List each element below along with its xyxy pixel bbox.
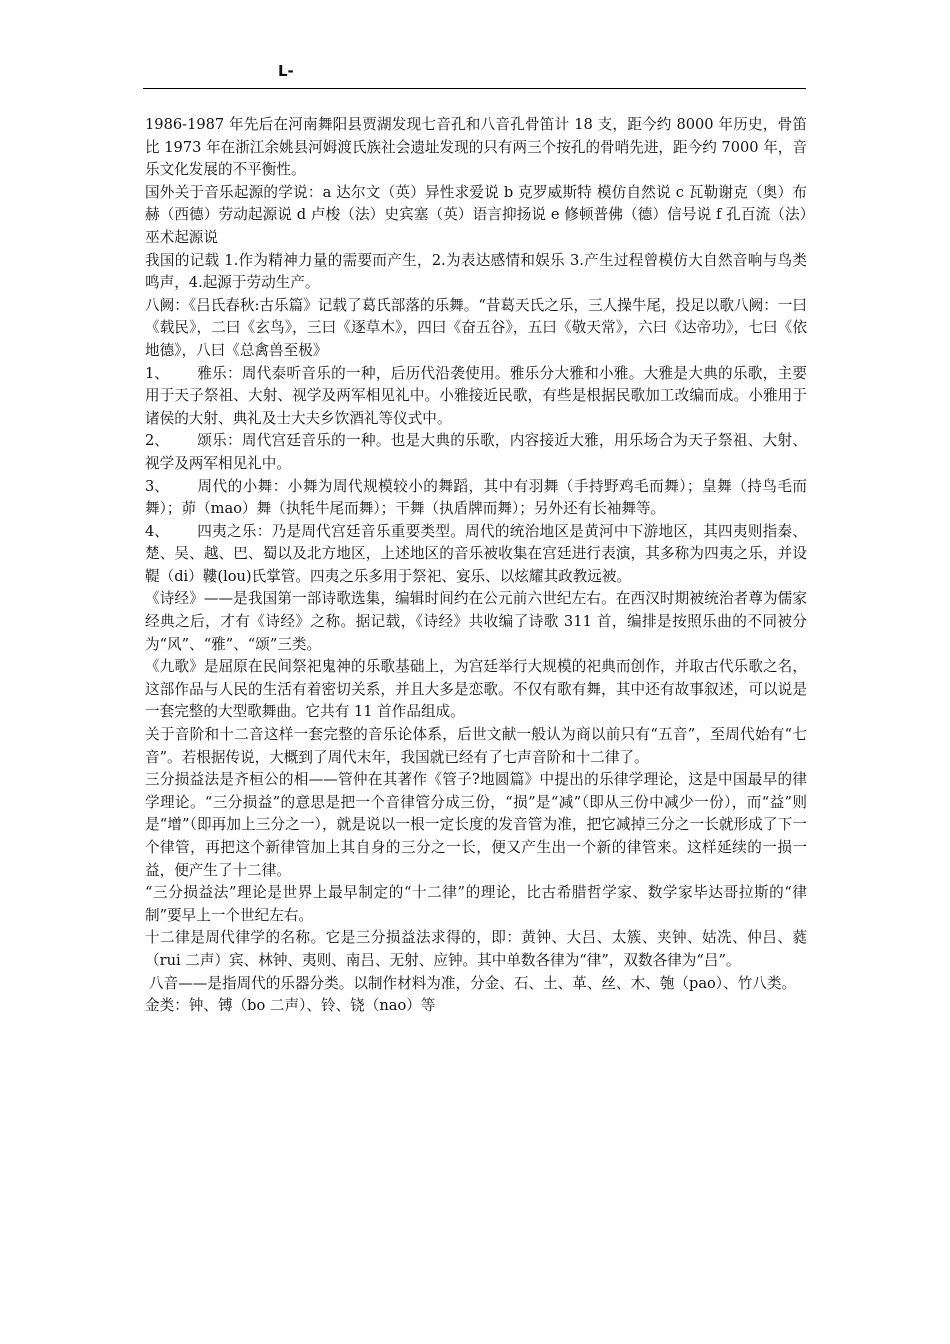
paragraph-jiu-ge: 《九歌》是屈原在民间祭祀鬼神的乐歌基础上，为宫廷举行大规模的祀典而创作，并取古代乐歌之名，这部作品与人民的生活有着密切关系，并且大多是恋歌。不仅有歌有舞，其中还有故事叙述，可以说是一套完整的大型歌舞曲。它共有 11 首作品组成。 [145,658,807,721]
paragraph-twelve-lu: 十二律是周代律学的名称。它是三分损益法求得的，即：黄钟、大吕、太簇、夹钟、姑冼、仲吕、蕤（rui 二声）宾、林钟、夷则、南吕、无射、应钟。其中单数各律为“律”，双数各律为“吕”。 [145,929,807,969]
paragraph-chinese-records: 我国的记载 1.作为精神力量的需要而产生，2.为表达感情和娱乐 3.产生过程曾模仿大自然音响与鸟类鸣声，4.起源于劳动生产。 [145,251,807,292]
paragraph-san-fen-sun-yi: 三分损益法是齐桓公的相——管仲在其著作《管子?地圆篇》中提出的乐律学理论，这是中国最早的律学理论。“三分损益”的意思是把一个音律管分成三份，“损”是“减”（即从三份中减少一份），而“益”则是“增”（即再加上三分之一），就是说以一根一定长度的发音管为准，把它减掉三分之一长就形成了下一个律管，再把这个新律管加上其自身的三分之一长，便又产生出一个新的律管来。这样延续的一损一益，便产生了十二律。 [145,771,807,879]
item-number: 1、 [145,364,169,382]
item-text: 雅乐：周代泰听音乐的一种，后历代沿袭使用。雅乐分大雅和小雅。大雅是大典的乐歌，主要用于天子祭祖、大射、视学及两军相见礼中。小雅接近民歌，有些是根据民歌加工改编而成。小雅用于诸侯的大射、典礼及士大夫乡饮酒礼等仪式中。 [145,364,807,427]
item-text: 周代的小舞：小舞为周代规模较小的舞蹈，其中有羽舞（手持野鸡毛而舞）；皇舞（持鸟毛而舞）；茆（mao）舞（执牦牛尾而舞）；干舞（执盾牌而舞）；另外还有长袖舞等。 [145,477,807,518]
paragraph-ba-yin: 八音——是指周代的乐器分类。以制作材料为准，分金、石、土、革、丝、木、匏（pao）、竹八类。 [149,974,797,992]
numbered-item-xiao-wu [145,476,807,521]
paragraph-ba-que: 八阙：《吕氏春秋:古乐篇》记载了葛氏部落的乐舞。“昔葛天氏之乐，三人操牛尾，投足以歌八阙：一曰《载民》，二曰《玄鸟》，三曰《逐草木》，四曰《奋五谷》，五曰《敬天常》，六曰《达帝功》，七曰《依地德》，八曰《总禽兽至极》 [145,296,807,359]
numbered-item-si-yi [145,521,807,589]
item-text: 四夷之乐：乃是周代宫廷音乐重要类型。周代的统治地区是黄河中下游地区，其四夷则指秦、楚、吴、越、巴、蜀以及北方地区，上述地区的音乐被收集在宫廷进行表演，其多称为四夷之乐，并设鞮（di）鞻(lou)氏掌管。四夷之乐多用于祭祀、宴乐、以炫耀其政教远被。 [145,522,807,585]
item-text: 颂乐：周代宫廷音乐的一种。也是大典的乐歌，内容接近大雅，用乐场合为天子祭祖、大射、视学及两军相见礼中。 [145,432,807,472]
item-number: 2、 [145,432,169,450]
header-rule [143,88,806,89]
paragraph-shi-jing: 《诗经》——是我国第一部诗歌选集，编辑时间约在公元前六世纪左右。在西汉时期被统治者尊为儒家经典之后，才有《诗经》之称。据记载，《诗经》共收编了诗歌 311 首，编排是按照乐曲的不同被分为“风”、“雅”、“颂”三类。 [145,590,807,653]
item-number: 3、 [145,477,169,495]
numbered-item-ya-yue [145,363,807,431]
paragraph-bone-flutes: 1986-1987 年先后在河南舞阳县贾湖发现七音孔和八音孔骨笛计 18 支，距今约 8000 年历史，骨笛比 1973 年在浙江余姚县河姆渡氏族社会遗址发现的只有两三个按孔的骨哨先进，距今约 7000 年，音乐文化发展的不平衡性。 [145,116,807,179]
paragraph-metal-class: 金类：钟、镈（bo 二声）、铃、铙（nao）等 [145,997,436,1015]
header-mark: L- [278,62,294,80]
paragraph-twelve-lu-theory: “三分损益法”理论是世界上最早制定的“十二律”的理论，比古希腊哲学家、数学家毕达哥拉斯的“律制”要早上一个世纪左右。 [145,884,807,924]
paragraph-scales: 关于音阶和十二音这样一套完整的音乐论体系，后世文献一般认为商以前只有“五音”，至周代始有“七音”。若根据传说，大概到了周代末年，我国就已经有了七声音阶和十二律了。 [145,726,807,766]
numbered-item-song-yue [145,430,807,475]
document-body [145,114,807,1018]
item-number: 4、 [145,522,169,540]
paragraph-foreign-theories: 国外关于音乐起源的学说：a 达尔文（英）异性求爱说 b 克罗威斯特 模仿自然说 c 瓦勒谢克（奥）布赫（西德）劳动起源说 d 卢梭（法）史宾塞（英）语言抑扬说 e 修顿普佛（德）信号说 f 孔百流（法）巫术起源说 [145,183,807,246]
